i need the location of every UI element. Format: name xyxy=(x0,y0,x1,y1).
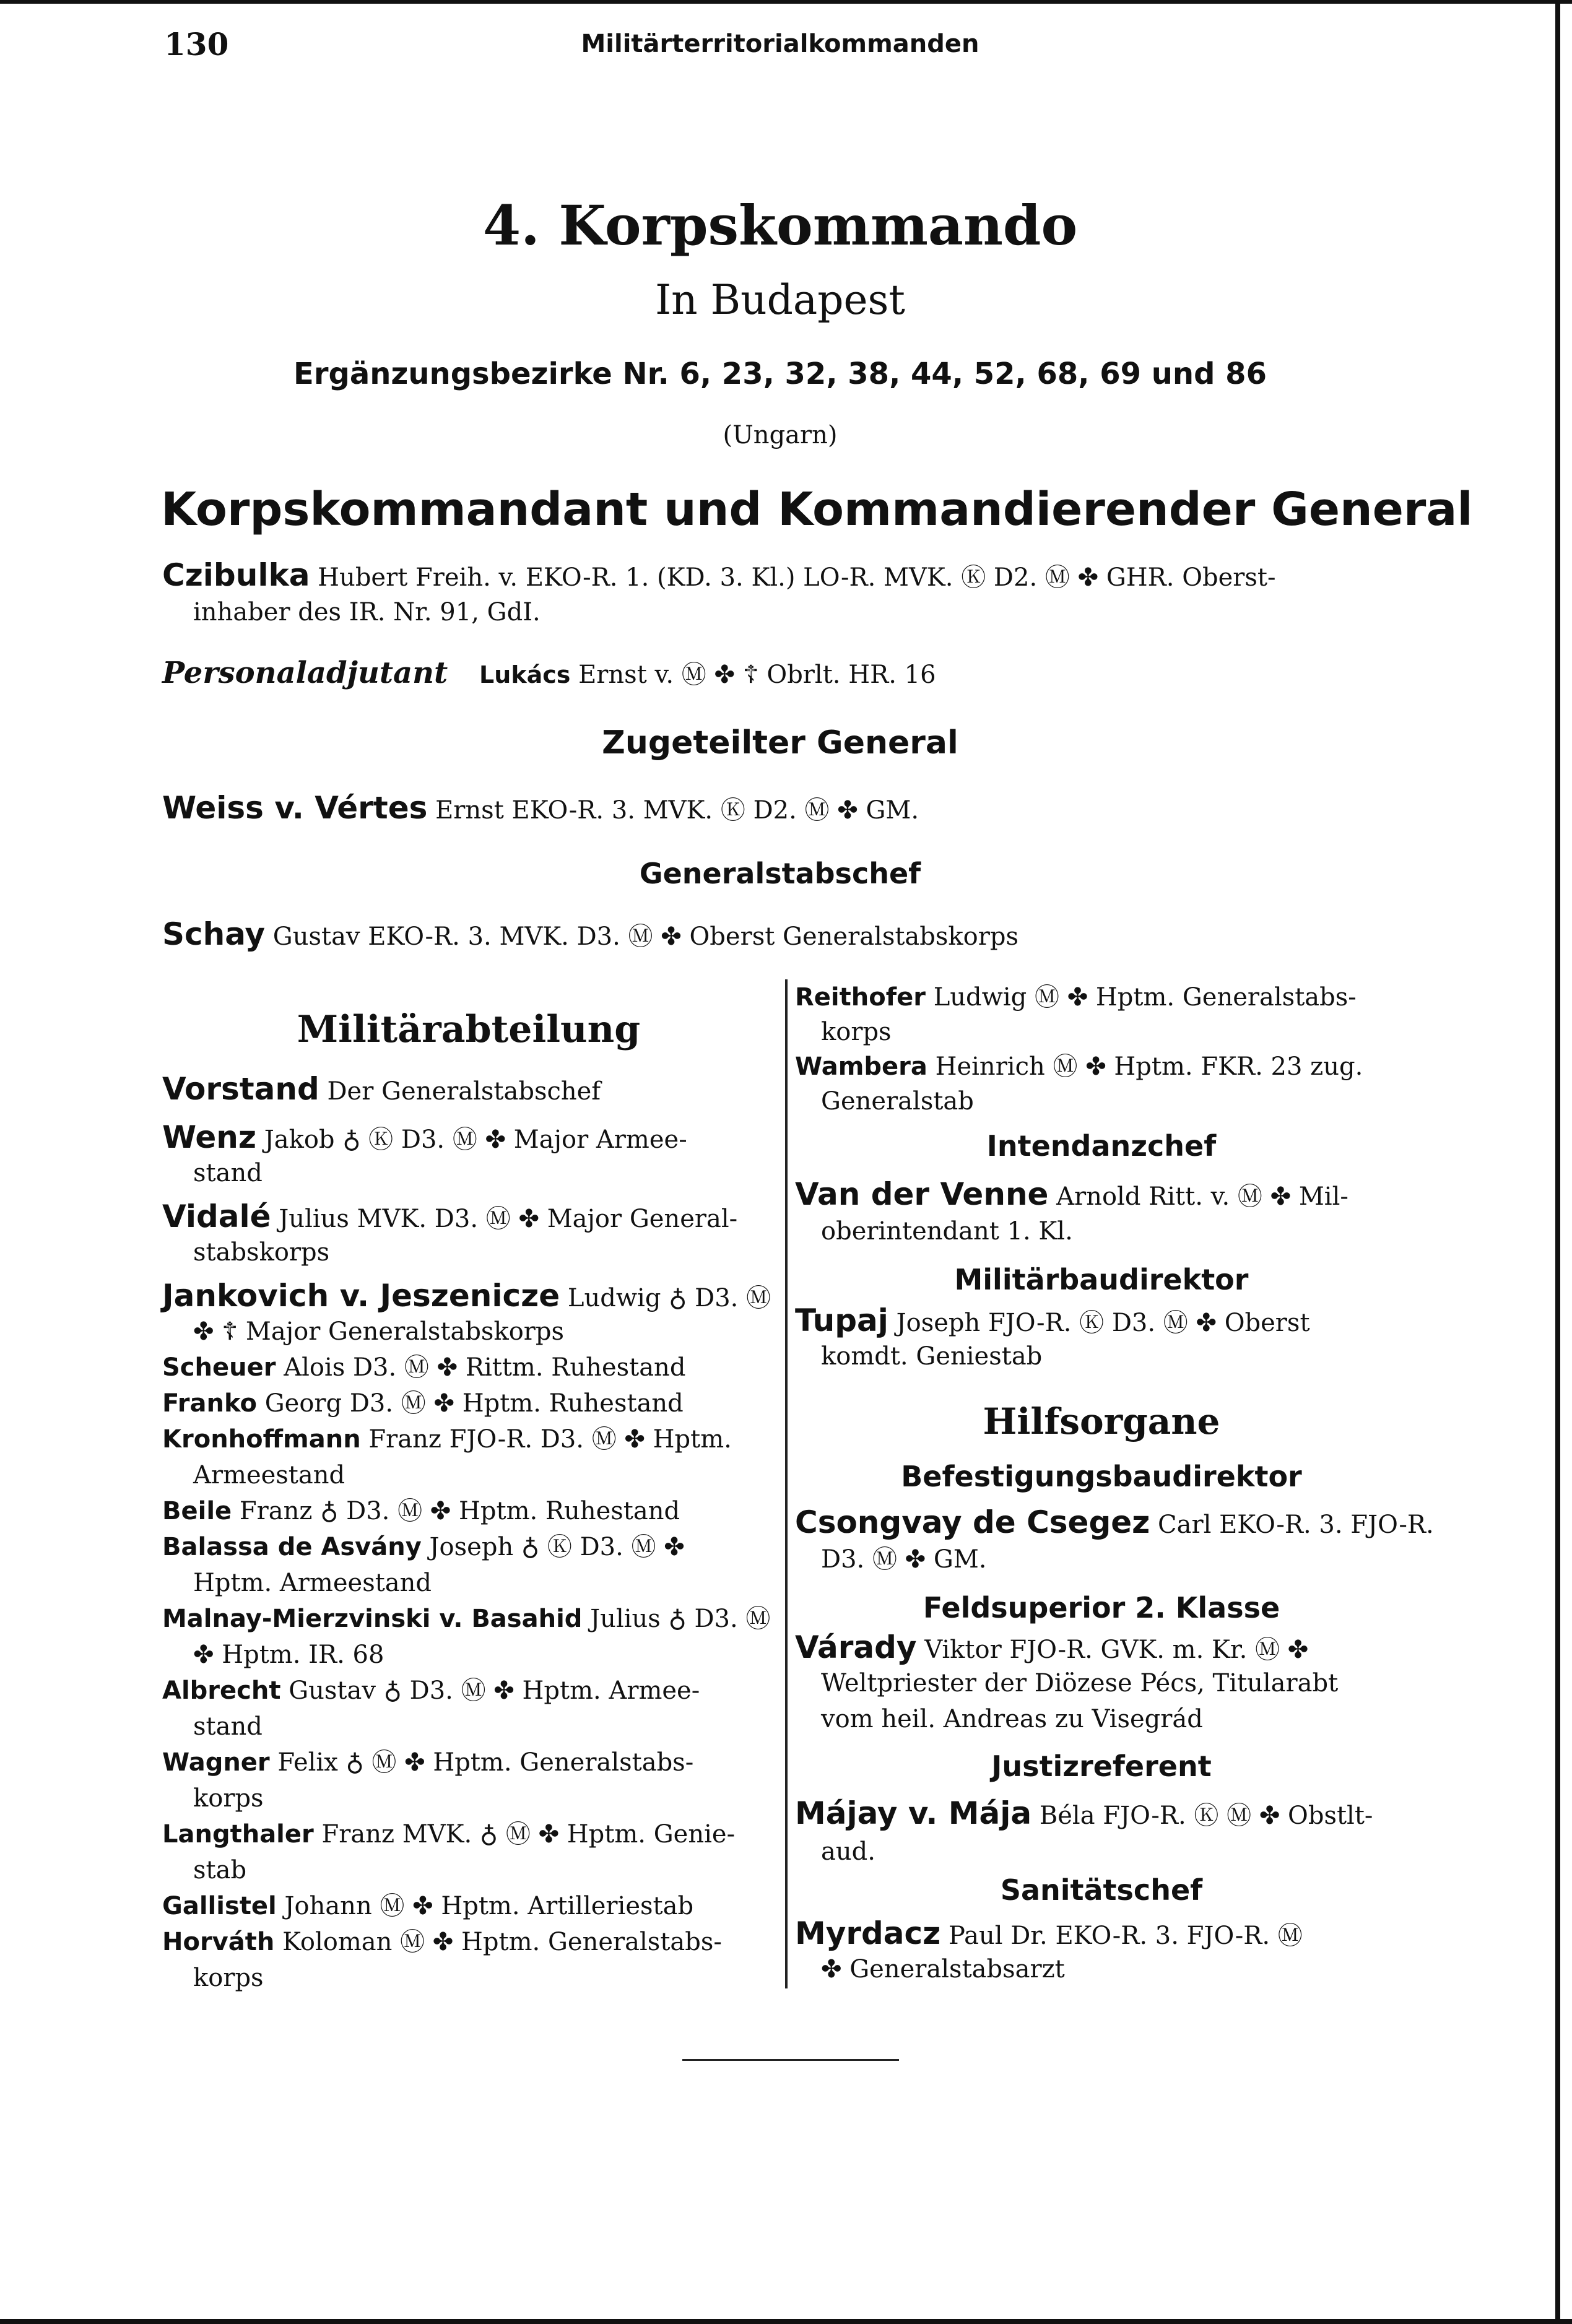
left-entry: Albrecht Gustav ♁ D3. Ⓜ ✤ Hptm. Armee- xyxy=(162,1676,700,1705)
scan-edge-top xyxy=(0,0,1572,4)
column-divider xyxy=(785,979,788,1988)
adjutant-name: Lukács xyxy=(479,661,571,688)
right-entry-cont: oberintendant 1. Kl. xyxy=(821,1217,1073,1246)
right-entry: Májay v. Mája Béla FJO-R. Ⓚ Ⓜ ✤ Obstlt- xyxy=(795,1795,1373,1831)
right-entry: Van der Venne Arnold Ritt. v. Ⓜ ✤ Mil- xyxy=(795,1176,1348,1212)
scan-edge-bottom xyxy=(0,2319,1572,2324)
page-title: 4. Korpskommando xyxy=(482,193,1078,258)
heading-korpskommandant: Korpskommandant und Kommandierender General xyxy=(161,483,1473,536)
left-entry-cont: stand xyxy=(193,1712,263,1741)
region-label: (Ungarn) xyxy=(723,421,838,449)
left-entry-cont: stand xyxy=(193,1159,263,1187)
running-head: Militärterritorialkommanden xyxy=(581,30,979,58)
right-entry: Reithofer Ludwig Ⓜ ✤ Hptm. Generalstabs- xyxy=(795,983,1357,1012)
heading-justizreferent: Justizreferent xyxy=(991,1750,1212,1783)
right-entry-cont: komdt. Geniestab xyxy=(821,1342,1043,1371)
right-entry-cont: aud. xyxy=(821,1837,875,1866)
adjutant-details: Ernst v. Ⓜ ✤ ☦ Obrlt. HR. 16 xyxy=(578,661,936,689)
left-entry: Beile Franz ♁ D3. Ⓜ ✤ Hptm. Ruhestand xyxy=(162,1497,680,1525)
left-entry-cont: Hptm. Armeestand xyxy=(193,1569,432,1597)
left-entry: Gallistel Johann Ⓜ ✤ Hptm. Artilleriestab xyxy=(162,1892,694,1920)
left-entry: Malnay-Mierzvinski v. Basahid Julius ♁ D3. Ⓜ xyxy=(162,1605,771,1633)
right-entry-cont: ✤ Generalstabsarzt xyxy=(821,1955,1065,1984)
page-number: 130 xyxy=(164,26,229,63)
left-entry-cont: korps xyxy=(193,1784,264,1813)
assigned-general-details: Ernst EKO-R. 3. MVK. Ⓚ D2. Ⓜ ✤ GM. xyxy=(435,796,919,825)
commander-name: Czibulka xyxy=(162,557,310,593)
heading-hilfsorgane: Hilfsorgane xyxy=(983,1400,1220,1442)
heading-generalstabschef: Generalstabschef xyxy=(639,857,921,890)
left-entry: Jankovich v. Jeszenicze Ludwig ♁ D3. Ⓜ xyxy=(162,1278,771,1314)
heading-feldsuperior: Feldsuperior 2. Klasse xyxy=(923,1591,1280,1624)
commander-details: Hubert Freih. v. EKO-R. 1. (KD. 3. Kl.) LO-R. MVK. Ⓚ D2. Ⓜ ✤ GHR. Oberst- xyxy=(318,563,1276,592)
right-entry: Myrdacz Paul Dr. EKO-R. 3. FJO-R. Ⓜ xyxy=(795,1915,1303,1951)
chief-of-staff-name: Schay xyxy=(162,916,266,952)
heading-intendanzchef: Intendanzchef xyxy=(986,1129,1217,1163)
heading-militaerbaudirektor: Militärbaudirektor xyxy=(954,1263,1249,1296)
right-entry: Várady Viktor FJO-R. GVK. m. Kr. Ⓜ ✤ xyxy=(795,1629,1309,1665)
page-subtitle: In Budapest xyxy=(655,276,905,324)
ergaenzungsbezirke: Ergänzungsbezirke Nr. 6, 23, 32, 38, 44, 52, 68, 69 und 86 xyxy=(293,357,1267,391)
heading-befestigungsbaudirektor: Befestigungsbaudirektor xyxy=(901,1460,1302,1493)
scan-edge-right xyxy=(1555,0,1560,2324)
right-entry: Csongvay de Csegez Carl EKO-R. 3. FJO-R. xyxy=(795,1504,1434,1540)
left-entry: Kronhoffmann Franz FJO-R. D3. Ⓜ ✤ Hptm. xyxy=(162,1425,732,1454)
commander-entry xyxy=(162,557,1276,596)
left-entry-cont: ✤ Hptm. IR. 68 xyxy=(193,1641,384,1669)
left-entry: Langthaler Franz MVK. ♁ Ⓜ ✤ Hptm. Genie- xyxy=(162,1820,736,1849)
commander-cont: inhaber des IR. Nr. 91, GdI. xyxy=(193,598,541,627)
right-entry: Wambera Heinrich Ⓜ ✤ Hptm. FKR. 23 zug. xyxy=(795,1052,1363,1081)
chief-of-staff-details: Gustav EKO-R. 3. MVK. D3. Ⓜ ✤ Oberst Generalstabskorps xyxy=(272,922,1018,951)
left-entry: Balassa de Asvány Joseph ♁ Ⓚ D3. Ⓜ ✤ xyxy=(162,1533,685,1561)
left-entry-cont: stabskorps xyxy=(193,1238,330,1267)
left-entry: Horváth Koloman Ⓜ ✤ Hptm. Generalstabs- xyxy=(162,1928,722,1956)
right-entry-cont: Generalstab xyxy=(821,1087,974,1116)
left-entry: Franko Georg D3. Ⓜ ✤ Hptm. Ruhestand xyxy=(162,1389,684,1418)
right-entry-cont: D3. Ⓜ ✤ GM. xyxy=(821,1545,987,1574)
heading-sanitaetschef: Sanitätschef xyxy=(1000,1873,1203,1907)
left-entry-cont: ✤ ☦ Major Generalstabskorps xyxy=(193,1317,565,1346)
bottom-rule xyxy=(682,2059,899,2061)
right-entry-cont: Weltpriester der Diözese Pécs, Titularabt xyxy=(821,1669,1339,1697)
left-entry: Vidalé Julius MVK. D3. Ⓜ ✤ Major General- xyxy=(162,1199,738,1234)
chief-of-staff-entry xyxy=(162,916,1018,955)
left-entry: Scheuer Alois D3. Ⓜ ✤ Rittm. Ruhestand xyxy=(162,1353,686,1382)
adjutant-entry xyxy=(162,655,936,693)
adjutant-label: Personaladjutant xyxy=(162,656,448,690)
left-entry: Vorstand Der Generalstabschef xyxy=(162,1071,601,1107)
right-entry: Tupaj Joseph FJO-R. Ⓚ D3. Ⓜ ✤ Oberst xyxy=(795,1303,1310,1338)
right-entry-cont: korps xyxy=(821,1018,892,1046)
heading-militaerabteilung: Militärabteilung xyxy=(297,1008,641,1051)
assigned-general-entry xyxy=(162,790,919,828)
right-entry-cont: vom heil. Andreas zu Visegrád xyxy=(821,1705,1203,1733)
left-entry: Wenz Jakob ♁ Ⓚ D3. Ⓜ ✤ Major Armee- xyxy=(162,1119,687,1155)
heading-zugeteilter-general: Zugeteilter General xyxy=(602,724,958,761)
left-entry-cont: Armeestand xyxy=(193,1461,345,1489)
left-entry: Wagner Felix ♁ Ⓜ ✤ Hptm. Generalstabs- xyxy=(162,1748,694,1777)
left-entry-cont: korps xyxy=(193,1964,264,1992)
left-entry-cont: stab xyxy=(193,1856,247,1884)
assigned-general-name: Weiss v. Vértes xyxy=(162,790,428,826)
